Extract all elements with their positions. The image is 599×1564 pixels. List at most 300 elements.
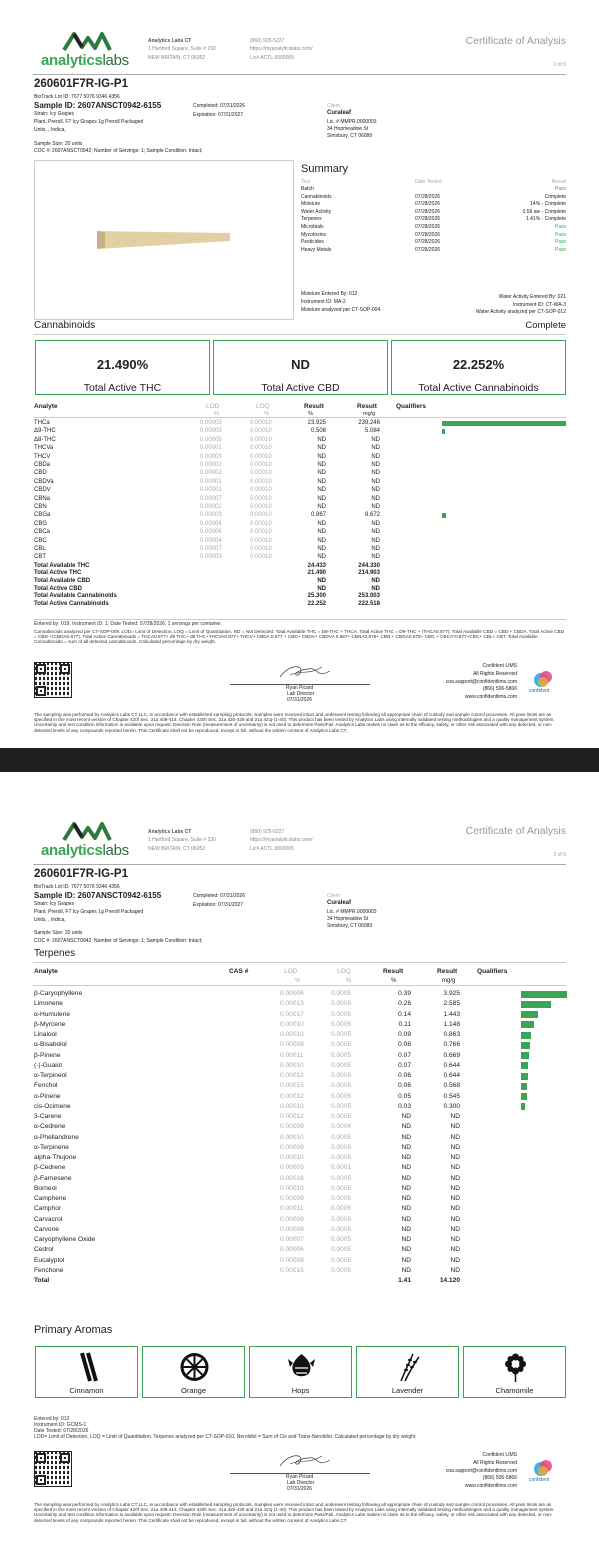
sample-size: Sample Size: 20 units [34, 141, 83, 147]
lod-value: 0.00003 [280, 1164, 304, 1172]
loq-value: 0.00010 [250, 554, 272, 561]
result-pct: ND [317, 487, 326, 494]
client-name: Curaleaf [327, 110, 352, 116]
analyte-name: β-Cedrene [34, 1164, 66, 1172]
signer-role: Lab Director [287, 1480, 315, 1486]
lab-logo-text: analyticslabs [41, 842, 129, 859]
preroll-image [35, 161, 295, 321]
table-row [34, 437, 566, 443]
table-row [34, 1153, 566, 1163]
table-row [34, 521, 566, 527]
table-row [34, 1245, 566, 1255]
analyte-name: Linalool [34, 1031, 57, 1038]
cannabinoid-table-divider [33, 619, 566, 620]
loq-value: 0.00010 [250, 546, 272, 552]
result-pct: ND [401, 1133, 411, 1141]
lod-value: 0.00003 [200, 554, 222, 561]
table-row [34, 1010, 566, 1020]
table-row [34, 487, 566, 493]
lims-email[interactable]: coa.support@confidentlims.com [445, 1468, 517, 1474]
unit-result-mg: mg/g [363, 411, 376, 417]
loq-value: 0.00010 [250, 487, 272, 494]
loq-value: 0.00010 [250, 453, 272, 460]
col-analyte: Analyte [34, 968, 58, 975]
client-street: 34 Hopmeadow St [327, 126, 369, 132]
page-separator-bar [0, 748, 599, 772]
qualifier-bar [521, 1093, 527, 1100]
lab-website[interactable]: https://myanalyticslabs.com/ [250, 837, 313, 843]
result-mg: 0.669 [443, 1051, 460, 1059]
total-name: Total Available Cannabinoids [34, 593, 117, 600]
result-mg: 2.585 [443, 1000, 460, 1008]
strain: Strain: Icy Grapes [34, 901, 75, 907]
table-row [34, 1071, 566, 1081]
loq-value: 0.0005 [331, 1236, 352, 1243]
analyte-name: α-Cedrene [34, 1123, 66, 1131]
loq-value: 0.0005 [331, 1256, 352, 1264]
col-result-mg: Result [437, 968, 458, 975]
result-mg: ND [371, 546, 380, 552]
lod-value: 0.00003 [200, 453, 222, 460]
total-mg: ND [371, 585, 380, 592]
table-row [34, 1184, 566, 1194]
table-row [34, 470, 566, 476]
col-result-mg: Result [357, 403, 377, 410]
analyte-name: THCa [34, 420, 50, 426]
card-value: ND [291, 357, 310, 372]
table-row [34, 538, 566, 544]
lod-value: 0.00011 [280, 1205, 304, 1213]
terpene-header-divider [33, 985, 566, 986]
analyte-name: 3-Carene [34, 1113, 62, 1120]
summary-test: Mycotoxins [301, 231, 327, 238]
result-mg: 3.925 [443, 990, 460, 997]
result-pct: ND [317, 529, 326, 536]
qualifier-bar [521, 1011, 538, 1018]
result-mg: ND [450, 1266, 460, 1274]
cannabinoid-method-note: Cannabinoids analyzed per CT-SOP-009. LOD= Limit of Detection, LOQ = Limit of Quantitation, ND = Not Detected. Total Available THC = D9-THC + THCA. Total Active THC = D9-THC + (THCA0.877). Total Available CBD = CBD + CBDA. Total Active CBD = CBD +(CBDA0.877). Total Active Cannabinoids = THCA0.877+ d9 THC+ d8 THC+THCVA0.877+ THCV+ CBDA 0.877 + CBD+ CBDV+ CBDVA 0.867+ CBNA0.876+ CBN + CBGA0.878+ CBG + CBCA*0.877+CBC+ CBL+ CBT. Total Available Cannabinoids = sum of all detected cannabinoids. Calculated percentage by dry weight. [34, 629, 565, 645]
analyte-name: Eucalyptol [34, 1256, 65, 1264]
total-row [34, 586, 566, 592]
lod-value: 0.00008 [280, 1225, 304, 1233]
lims-rights: All Rights Reserved [473, 1460, 517, 1466]
analytics-labs-logo-icon [62, 820, 112, 842]
total-active-thc-card [35, 340, 210, 395]
result-mg: ND [450, 1215, 460, 1223]
result-mg: ND [450, 1256, 460, 1264]
analyte-name: CBT [34, 554, 46, 561]
loq-value: 0.0005 [331, 1246, 352, 1254]
result-pct: ND [317, 546, 326, 552]
loq-value: 0.0005 [331, 1174, 352, 1182]
result-pct: 0.09 [398, 1031, 411, 1038]
lod-value: 0.00015 [280, 1266, 304, 1274]
lab-license: Lic# ACTL.0000005 [250, 55, 294, 61]
aroma-label: Cinnamon [69, 1386, 104, 1395]
qualifier-bar [521, 1001, 551, 1008]
aroma-label: Lavender [391, 1386, 424, 1395]
result-mg: ND [371, 436, 380, 443]
qualifier-bar [442, 421, 566, 426]
completed-date: Completed: 07/31/2026 [193, 893, 245, 899]
total-pct: ND [317, 585, 326, 592]
qualifier-bar [521, 1103, 525, 1110]
cannabinoid-table-header [34, 404, 566, 410]
lod-value: 0.00001 [200, 487, 222, 494]
aroma-label: Hops [291, 1386, 310, 1395]
result-pct: 0.08 [398, 1041, 411, 1049]
lod-value: 0.00010 [280, 1133, 304, 1141]
summary-test: Microbials [301, 224, 324, 230]
summary-test: Water Activity [301, 208, 332, 215]
qualifier-bar [521, 1052, 529, 1059]
table-row [34, 1040, 566, 1050]
result-mg: ND [371, 487, 380, 494]
signer-name: Ryan Picard [286, 1474, 314, 1480]
qr-code[interactable] [34, 1451, 72, 1487]
analyte-name: (-)-Guaiol [34, 1061, 62, 1069]
signer-name: Ryan Picard [286, 685, 314, 691]
result-pct: ND [401, 1174, 411, 1182]
loq-value: 0.0004 [331, 1123, 352, 1131]
aroma-lavender [356, 1346, 459, 1398]
analyte-name: α-Bisabolol [34, 1041, 67, 1049]
loq-value: 0.0005 [331, 1031, 352, 1038]
summary-header-date: Date Tested [415, 179, 442, 185]
confident-logo-icon [533, 1458, 553, 1478]
summary-result: 0.56 aw - Complete [522, 208, 566, 215]
result-pct: 0.07 [398, 1051, 411, 1059]
result-pct: 23.925 [307, 420, 326, 426]
result-mg: 1.443 [443, 1010, 460, 1018]
result-pct: ND [317, 520, 326, 527]
table-row [34, 420, 566, 426]
loq-value: 0.0005 [331, 1082, 352, 1090]
total-active-cbd-card [213, 340, 388, 395]
result-mg: ND [450, 1143, 460, 1151]
result-pct: ND [317, 478, 326, 485]
loq-value: 0.0005 [331, 1113, 352, 1120]
result-pct: 0.39 [398, 990, 411, 997]
qualifier-bar [521, 1032, 531, 1039]
summary-title: Summary [301, 163, 349, 175]
table-row [34, 1133, 566, 1143]
loq-value: 0.00010 [250, 462, 272, 468]
lod-value: 0.00002 [200, 470, 222, 477]
result-pct: ND [317, 470, 326, 477]
analyte-name: β-Myrcene [34, 1020, 66, 1028]
result-mg: ND [450, 1205, 460, 1213]
analyte-name: CBD [34, 470, 47, 477]
table-row [34, 529, 566, 535]
terpene-total-row [34, 1276, 566, 1286]
summary-result: Complete [544, 193, 566, 200]
result-mg: 0.863 [443, 1031, 460, 1038]
analyte-name: Camphene [34, 1195, 67, 1202]
header-divider [33, 74, 566, 75]
aroma-hops [249, 1346, 352, 1398]
loq-value: 0.0005 [331, 1000, 352, 1008]
completed-date: Completed: 07/31/2026 [193, 103, 245, 109]
loq-value: 0.0005 [331, 1143, 352, 1151]
total-pct: 21.490 [307, 570, 326, 577]
total-name: Total Active THC [34, 570, 82, 577]
table-row [34, 512, 566, 518]
lims-phone: (866) 506-5866 [482, 686, 517, 692]
result-mg: ND [371, 453, 380, 460]
lod-value: 0.00015 [280, 1082, 304, 1090]
terpenes-divider [33, 962, 566, 963]
result-pct: ND [401, 1164, 411, 1172]
table-row [34, 1081, 566, 1091]
confident-logo-icon [533, 669, 553, 689]
lod-value: 0.00010 [280, 1154, 304, 1161]
confident-brand: confident [529, 688, 550, 694]
lims-phone: (866) 506-5866 [482, 1475, 517, 1481]
sample-id: Sample ID: 2607ANSCT0942-6155 [34, 101, 162, 110]
biotrack-id: BioTrack Lot ID: 7677 5076 9346 4356 [34, 884, 120, 890]
doc-title: Certificate of Analysis [465, 825, 566, 837]
result-mg: ND [450, 1164, 460, 1172]
lod-value: 0.00006 [200, 529, 222, 536]
result-pct: ND [401, 1236, 411, 1243]
lod-value: 0.00010 [280, 1031, 304, 1038]
summary-result: Pass [554, 186, 566, 192]
table-row [34, 1256, 566, 1266]
lims-email[interactable]: coa.support@confidentlims.com [445, 679, 517, 685]
table-row [34, 1102, 566, 1112]
table-row [34, 1163, 566, 1173]
lab-name: Analytics Labs CT [148, 38, 192, 44]
loq-value: 0.00010 [250, 470, 272, 477]
result-pct: ND [401, 1195, 411, 1202]
client-street: 34 Hopmeadow St [327, 916, 369, 922]
total-row [34, 601, 566, 607]
lab-address-2: NEW BRITAIN, CT 06052 [148, 55, 206, 61]
total-mg: 14.120 [439, 1277, 460, 1284]
analyte-name: α-Phellandrene [34, 1133, 79, 1141]
total-mg: 253.003 [358, 593, 380, 600]
loq-value: 0.0005 [331, 1041, 352, 1049]
coc-info: COC #: 2607ANSCT0942; Number of Servings: 1; Sample Condition: Intact; [34, 938, 203, 944]
result-pct: 0.14 [398, 1010, 411, 1018]
table-row [34, 1225, 566, 1235]
summary-date: 07/28/2026 [415, 201, 441, 208]
qr-code[interactable] [34, 662, 72, 698]
lab-address-2: NEW BRITAIN, CT 06052 [148, 846, 206, 852]
analyte-name: α-Humulene [34, 1010, 71, 1018]
analyte-name: CBDVa [34, 478, 54, 485]
result-pct: 0.26 [398, 1000, 411, 1008]
unit-lod: % [214, 411, 219, 417]
qualifier-bar [521, 991, 567, 998]
result-mg: 239.246 [358, 420, 380, 426]
aroma-orange [142, 1346, 245, 1398]
table-row [34, 1204, 566, 1214]
total-active-cannabinoids-card [391, 340, 566, 395]
hops-icon [250, 1351, 353, 1383]
table-row [34, 1112, 566, 1122]
col-qualifiers: Qualifiers [396, 403, 426, 410]
table-row [34, 462, 566, 468]
header-divider [33, 864, 566, 865]
sample-id: Sample ID: 2607ANSCT0942-6155 [34, 891, 162, 900]
total-pct: 22.252 [307, 600, 326, 607]
unit-lod: % [295, 978, 301, 984]
loq-value: 0.0005 [331, 1051, 352, 1059]
lab-license: Lic# ACTL.0000005 [250, 846, 294, 852]
table-row [34, 999, 566, 1009]
result-pct: ND [317, 445, 326, 452]
wa-entered: Water Activity Entered By: 021 [498, 294, 566, 300]
summary-header-test: Test [301, 179, 311, 185]
card-label: Total Active CBD [261, 382, 340, 394]
moisture-method: Moisture analyzed per CT-SOP-004 [301, 307, 381, 313]
result-pct: ND [401, 1215, 411, 1223]
lims-rights: All Rights Reserved [473, 671, 517, 677]
result-mg: 1.148 [443, 1020, 460, 1028]
summary-test: Cannabinoids [301, 193, 332, 200]
lod-value: 0.00010 [280, 1184, 304, 1192]
lod-value: 0.00003 [200, 428, 222, 435]
lod-value: 0.00010 [280, 1102, 304, 1110]
summary-test: Terpenes [301, 216, 322, 223]
table-row [34, 1122, 566, 1132]
total-mg: ND [371, 578, 380, 584]
result-mg: 0.766 [443, 1041, 460, 1049]
summary-date: 07/28/2026 [415, 216, 441, 223]
table-row [34, 1194, 566, 1204]
loq-value: 0.0005 [331, 1154, 352, 1161]
lab-name: Analytics Labs CT [148, 829, 192, 835]
moisture-entered: Moisture Entered By: 012 [301, 291, 358, 297]
loq-value: 0.0005 [331, 1184, 352, 1192]
col-analyte: Analyte [34, 403, 58, 410]
total-row [34, 593, 566, 599]
result-pct: ND [317, 436, 326, 443]
col-loq: LOQ [337, 968, 351, 975]
col-cas: CAS # [229, 968, 249, 975]
doc-title: Certificate of Analysis [465, 35, 566, 47]
signature-date: 07/31/2026 [287, 697, 313, 703]
result-mg: 5.084 [364, 428, 380, 435]
confident-brand: confident [529, 1477, 550, 1483]
result-pct: ND [401, 1266, 411, 1274]
wa-instrument: Instrument ID: CT-WA-3 [512, 302, 566, 308]
total-row [34, 563, 566, 569]
result-mg: ND [371, 470, 380, 477]
loq-value: 0.0005 [331, 990, 352, 997]
result-pct: ND [401, 1225, 411, 1233]
terpene-instrument: Instrument ID: GCMS-1 [34, 1422, 87, 1428]
loq-value: 0.0005 [331, 1072, 352, 1079]
table-row [34, 1143, 566, 1153]
result-mg: ND [450, 1113, 460, 1120]
product-photo [34, 160, 294, 320]
result-mg: ND [450, 1225, 460, 1233]
loq-value: 0.0005 [331, 1061, 352, 1069]
lims-website[interactable]: www.confidentlims.com [465, 1483, 517, 1489]
lab-website[interactable]: https://myanalyticslabs.com/ [250, 46, 313, 52]
analyte-name: β-Pinene [34, 1051, 61, 1059]
expiration-date: Expiration: 07/31/2027 [193, 902, 244, 908]
analytics-labs-logo-icon [62, 30, 112, 52]
signature-image [260, 661, 350, 685]
lims-website[interactable]: www.confidentlims.com [465, 694, 517, 700]
summary-date: 07/28/2026 [415, 239, 441, 246]
analyte-name: Camphor [34, 1205, 62, 1213]
lod-value: 0.00006 [280, 1246, 304, 1254]
table-row [34, 504, 566, 510]
result-mg: ND [371, 504, 380, 510]
cannabinoids-divider [33, 334, 566, 335]
lod-value: 0.00009 [280, 1123, 304, 1131]
summary-test: Moisture [301, 201, 321, 208]
lod-value: 0.00009 [280, 1195, 304, 1202]
table-row [34, 428, 566, 434]
loq-value: 0.0005 [331, 1010, 352, 1018]
terpene-method-note: LOD= Limit of Detection, LOQ = Limit of Quantitation. Terpenes analyzed per CT-SOP-010. Nerolidol = Sum of Cis and Trans-Nerolidol. Calculated percentage by dry weight. [34, 1434, 417, 1440]
analyte-name: Caryophyllene Oxide [34, 1236, 96, 1243]
client-city: Simsbury, CT 06089 [327, 923, 373, 929]
table-row [34, 1030, 566, 1040]
loq-value: 0.0005 [331, 1133, 352, 1141]
loq-value: 0.00010 [250, 520, 272, 527]
result-pct: 0.508 [310, 428, 326, 435]
total-pct: 25.300 [307, 593, 326, 600]
qualifier-bar [521, 1042, 530, 1049]
lod-value: 0.00010 [280, 1061, 304, 1069]
strain: Strain: Icy Grapes [34, 111, 75, 117]
lod-value: 0.00012 [280, 1092, 304, 1100]
cinnamon-icon [36, 1351, 139, 1383]
qualifier-bar [521, 1021, 534, 1028]
summary-date: 07/28/2026 [415, 193, 441, 200]
table-row [34, 1092, 566, 1102]
product-type: Plant, Preroll, F7 Icy Grapes 1g Preroll Packaged [34, 909, 144, 915]
loq-value: 0.00010 [250, 428, 272, 435]
col-loq: LOQ [256, 403, 270, 410]
result-mg: ND [371, 478, 380, 485]
lod-value: 0.00007 [200, 546, 222, 552]
lod-value: 0.00011 [280, 1051, 304, 1059]
table-row [34, 1061, 566, 1071]
result-mg: ND [450, 1195, 460, 1202]
result-mg: ND [450, 1154, 460, 1161]
table-row [34, 445, 566, 451]
lod-value: 0.00003 [200, 512, 222, 519]
terpene-entered: Entered by: 013 [34, 1416, 70, 1422]
result-mg: ND [450, 1174, 460, 1182]
result-pct: 0.06 [398, 1072, 411, 1079]
total-row [34, 570, 566, 576]
result-mg: ND [450, 1184, 460, 1192]
lod-value: 0.00012 [280, 1072, 304, 1079]
result-pct: ND [317, 537, 326, 544]
analyte-name: CBDa [34, 462, 51, 468]
result-pct: ND [401, 1113, 411, 1120]
result-pct: ND [401, 1205, 411, 1213]
result-pct: ND [401, 1256, 411, 1264]
qualifier-bar [442, 429, 445, 434]
orange-icon [143, 1351, 246, 1383]
summary-date: 07/28/2026 [415, 231, 441, 238]
lod-value: 0.00013 [280, 1000, 304, 1008]
lod-value: 0.00016 [280, 1174, 304, 1182]
result-pct: 0.05 [398, 1092, 411, 1100]
table-row [34, 1174, 566, 1184]
analyte-name: alpha-Thujone [34, 1154, 77, 1161]
